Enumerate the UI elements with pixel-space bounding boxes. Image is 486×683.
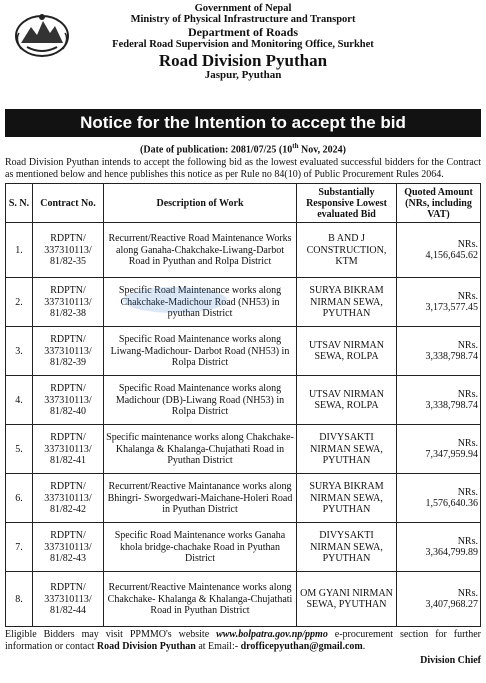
office-title: Road Division Pyuthan bbox=[158, 50, 328, 70]
table-row bbox=[6, 327, 481, 376]
row-bidder: DIVYSAKTI NIRMAN SEWA, PYUTHAN bbox=[297, 425, 397, 474]
office-location: Jaspur, Pyuthan bbox=[204, 69, 282, 82]
header-description: Description of Work bbox=[104, 184, 297, 223]
footer-paragraph: Eligible Bidders may visit PPMMO's website www.bolpatra.gov.np/ppmo e-procurement section for further information or contact Road Division Pyuthan at Email:- drofficepyuthan@gmail.com. bbox=[5, 629, 481, 653]
row-bidder: B AND J CONSTRUCTION, KTM bbox=[297, 223, 397, 278]
row-contract: RDPTN/ 337310113/ 81/82-35 bbox=[33, 223, 104, 278]
department-name: Department of Roads bbox=[188, 24, 298, 39]
contact-email-link[interactable]: drofficepyuthan@gmail.com bbox=[240, 641, 363, 653]
header-sn: S. N. bbox=[6, 184, 33, 223]
row-sn: 8. bbox=[6, 572, 33, 627]
row-bidder: UTSAV NIRMAN SEWA, ROLPA bbox=[297, 327, 397, 376]
table-row bbox=[6, 223, 481, 278]
row-amount: NRs. 3,407,968.27 bbox=[397, 572, 481, 627]
bid-table bbox=[5, 183, 481, 627]
row-sn: 7. bbox=[6, 523, 33, 572]
row-description: Specific Road Maintenance works Ganaha khola bridge-chachake Road in Pyuthan District bbox=[104, 523, 297, 572]
row-description: Specific Road Maintenance works along Liwang-Madichour- Darbot Road (NH53) in Rolpa District bbox=[104, 327, 297, 376]
table-row bbox=[6, 474, 481, 523]
row-bidder: OM GYANI NIRMAN SEWA, PYUTHAN bbox=[297, 572, 397, 627]
gov-name: Government of Nepal bbox=[194, 3, 292, 14]
table-header-row bbox=[6, 184, 481, 223]
row-contract: RDPTN/ 337310113/ 81/82-43 bbox=[33, 523, 104, 572]
table-row bbox=[6, 376, 481, 425]
row-description: Specific Road Maintenance works along Madichour (DB)-Liwang Road (NH53) in Rolpa District bbox=[104, 376, 297, 425]
row-description: Recurrent/Reactive Maintenance works along Chakchake- Khalanga & Khalanga-Chujathati Road in Pyuthan District bbox=[104, 572, 297, 627]
header-contract: Contract No. bbox=[33, 184, 104, 223]
row-bidder: DIVYSAKTI NIRMAN SEWA, PYUTHAN bbox=[297, 523, 397, 572]
row-description: Specific Road Maintenance works along Chakchake-Madichour Road (NH53) in pyuthan District bbox=[104, 278, 297, 327]
row-amount: NRs. 4,156,645.62 bbox=[397, 223, 481, 278]
row-bidder: UTSAV NIRMAN SEWA, ROLPA bbox=[297, 376, 397, 425]
row-contract: RDPTN/ 337310113/ 81/82-38 bbox=[33, 278, 104, 327]
letterhead bbox=[5, 3, 481, 109]
header-amount: Quoted Amount (NRs, including VAT) bbox=[397, 184, 481, 223]
row-amount: NRs. 3,364,799.89 bbox=[397, 523, 481, 572]
table-row bbox=[6, 425, 481, 474]
row-contract: RDPTN/ 337310113/ 81/82-40 bbox=[33, 376, 104, 425]
table-row bbox=[6, 278, 481, 327]
row-bidder: SURYA BIKRAM NIRMAN SEWA, PYUTHAN bbox=[297, 278, 397, 327]
row-description: Recurrent/Reactive Maintanance works along Bhingri- Sworgedwari-Maichane-Holeri Road in Pyuthan District bbox=[104, 474, 297, 523]
table-row bbox=[6, 572, 481, 627]
nepal-emblem-icon bbox=[13, 9, 71, 59]
table-row bbox=[6, 523, 481, 572]
row-sn: 5. bbox=[6, 425, 33, 474]
publication-date: (Date of publication: 2081/07/25 (10th Nov, 2024) bbox=[140, 142, 346, 156]
row-contract: RDPTN/ 337310113/ 81/82-44 bbox=[33, 572, 104, 627]
row-amount: NRs. 3,338,798.74 bbox=[397, 376, 481, 425]
footer-office: Road Division Pyuthan bbox=[96, 641, 196, 653]
row-amount: NRs. 3,338,798.74 bbox=[397, 327, 481, 376]
row-amount: NRs. 3,173,577.45 bbox=[397, 278, 481, 327]
row-sn: 4. bbox=[6, 376, 33, 425]
row-sn: 6. bbox=[6, 474, 33, 523]
notice-banner: Notice for the Intention to accept the bid bbox=[5, 109, 481, 137]
header-bidder: Substantially Responsive Lowest evaluated Bid bbox=[297, 184, 397, 223]
ppmo-website-link[interactable]: www.bolpatra.gov.np/ppmo bbox=[216, 629, 328, 641]
row-description: Specific maintenance works along Chakchake-Khalanga & Khalanga-Chujathati Road in Pyuthan District bbox=[104, 425, 297, 474]
row-sn: 3. bbox=[6, 327, 33, 376]
signature: Division Chief bbox=[420, 655, 481, 667]
ministry-name: Ministry of Physical Infrastructure and Transport bbox=[130, 14, 356, 26]
row-amount: NRs. 1,576,640.36 bbox=[397, 474, 481, 523]
row-sn: 2. bbox=[6, 278, 33, 327]
row-amount: NRs. 7,347,959.94 bbox=[397, 425, 481, 474]
row-contract: RDPTN/ 337310113/ 81/82-41 bbox=[33, 425, 104, 474]
intro-paragraph: Road Division Pyuthan intends to accept the following bid as the lowest evaluated successful bidders for the Contract as mentioned below and hence publishes this notice as per Rule no 84(10) of Public Procurement Rules 2064. bbox=[5, 157, 481, 181]
row-contract: RDPTN/ 337310113/ 81/82-42 bbox=[33, 474, 104, 523]
row-description: Recurrent/Reactive Road Maintenance Works along Ganaha-Chakchake-Liwang-Darbot Road in Pyuthan and Rolpa District bbox=[104, 223, 297, 278]
row-bidder: SURYA BIKRAM NIRMAN SEWA, PYUTHAN bbox=[297, 474, 397, 523]
supervision-office: Federal Road Supervision and Monitoring Office, Surkhet bbox=[112, 38, 374, 50]
row-sn: 1. bbox=[6, 223, 33, 278]
row-contract: RDPTN/ 337310113/ 81/82-39 bbox=[33, 327, 104, 376]
